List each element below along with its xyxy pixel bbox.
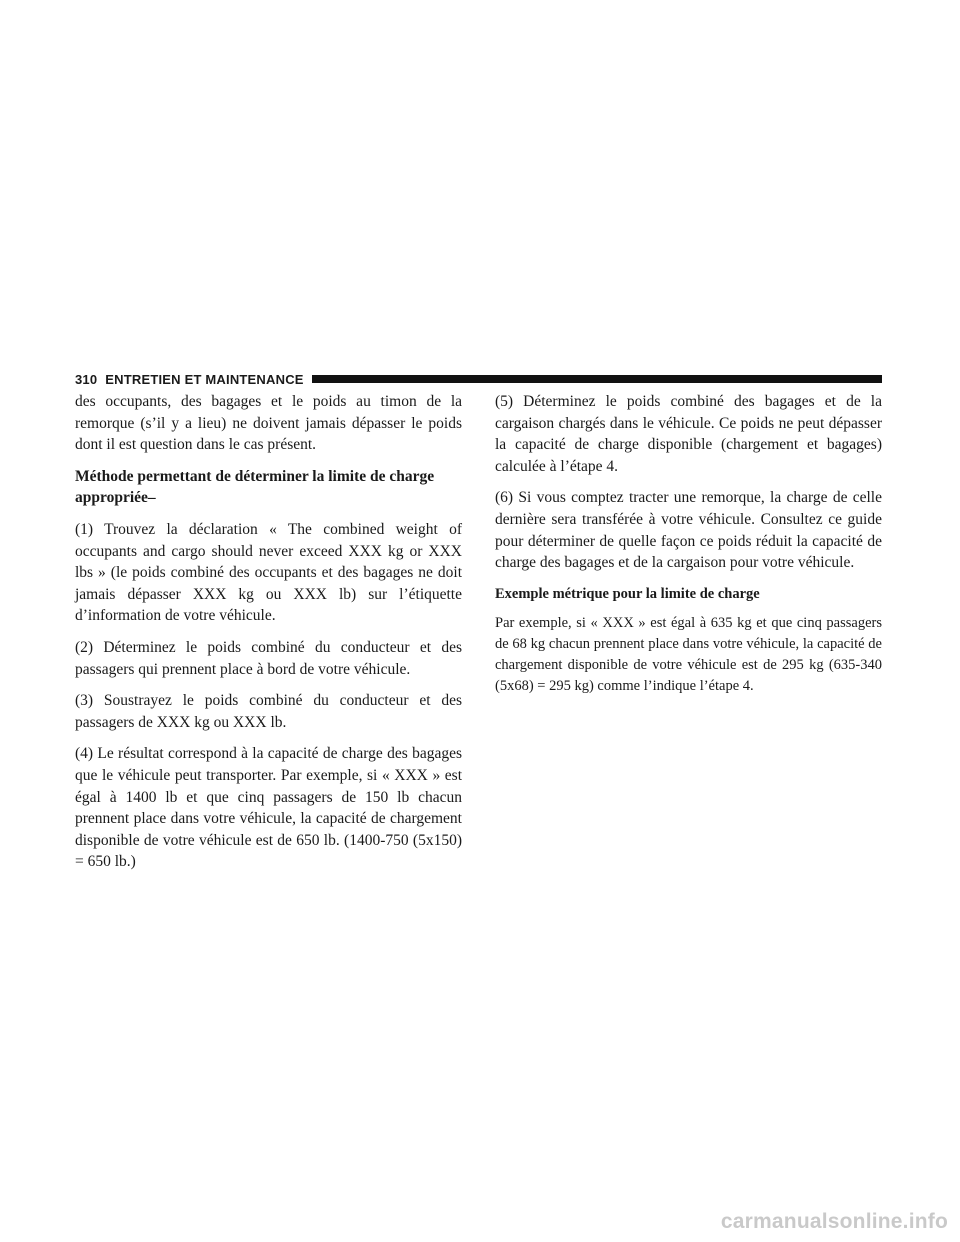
step-3: (3) Soustrayez le poids combiné du conducteur et des passagers de XXX kg ou XXX lb.	[75, 692, 462, 731]
example-heading: Exemple métrique pour la limite de charge	[495, 585, 760, 602]
step-5: (5) Déterminez le poids combiné des bagages et de la cargaison chargés dans le véhicule. Ce poids ne peut dépasser la capacité de charge disponible (chargement et bagages) calculée à l’étape 4.	[495, 393, 882, 475]
page-number: 310	[75, 371, 98, 387]
step-1: (1) Trouvez la déclaration « The combined weight of occupants and cargo should never exceed XXX kg or XXX lbs » (le poids combiné des occupants et des bagages ne doit jamais dépasser XXX kg ou XXX lb) sur l’étiquette d’information de votre véhicule.	[75, 520, 462, 625]
method-heading: Méthode permettant de déterminer la limite de charge appropriée–	[75, 467, 435, 507]
intro-paragraph: des occupants, des bagages et le poids au timon de la remorque (s’il y a lieu) ne doivent jamais dépasser le poids dont il est question dans le cas présent.	[75, 393, 462, 454]
step-2: (2) Déterminez le poids combiné du conducteur et des passagers qui prennent place à bord de votre véhicule.	[75, 638, 462, 678]
right-column	[495, 391, 882, 707]
page-header	[75, 370, 882, 388]
left-column	[75, 391, 462, 883]
section-title: ENTRETIEN ET MAINTENANCE	[105, 371, 304, 387]
step-4: (4) Le résultat correspond à la capacité de charge des bagages que le véhicule peut transporter. Par exemple, si « XXX » est égal à 1400 lb et que cinq passagers de 150 lb chacun prennent place dans votre véhicule, la capacité de chargement disponible de votre véhicule est de 650 lb. (1400-750 (5x150) = 650 lb.)	[75, 745, 462, 871]
header-rule	[312, 375, 882, 383]
watermark: carmanualsonline.info	[720, 1210, 948, 1233]
example-paragraph: Par exemple, si « XXX » est égal à 635 kg et que cinq passagers de 68 kg chacun prennent place dans votre véhicule, la capacité de chargement disponible de votre véhicule est de 295 kg (635-340 (5x68) = 295 kg) comme l’indique l’étape 4.	[495, 614, 882, 694]
step-6: (6) Si vous comptez tracter une remorque, la charge de celle dernière sera transférée à votre véhicule. Consultez ce guide pour déterminer de quelle façon ce poids réduit la capacité de charge des bagages et de la cargaison pour votre véhicule.	[495, 489, 882, 572]
